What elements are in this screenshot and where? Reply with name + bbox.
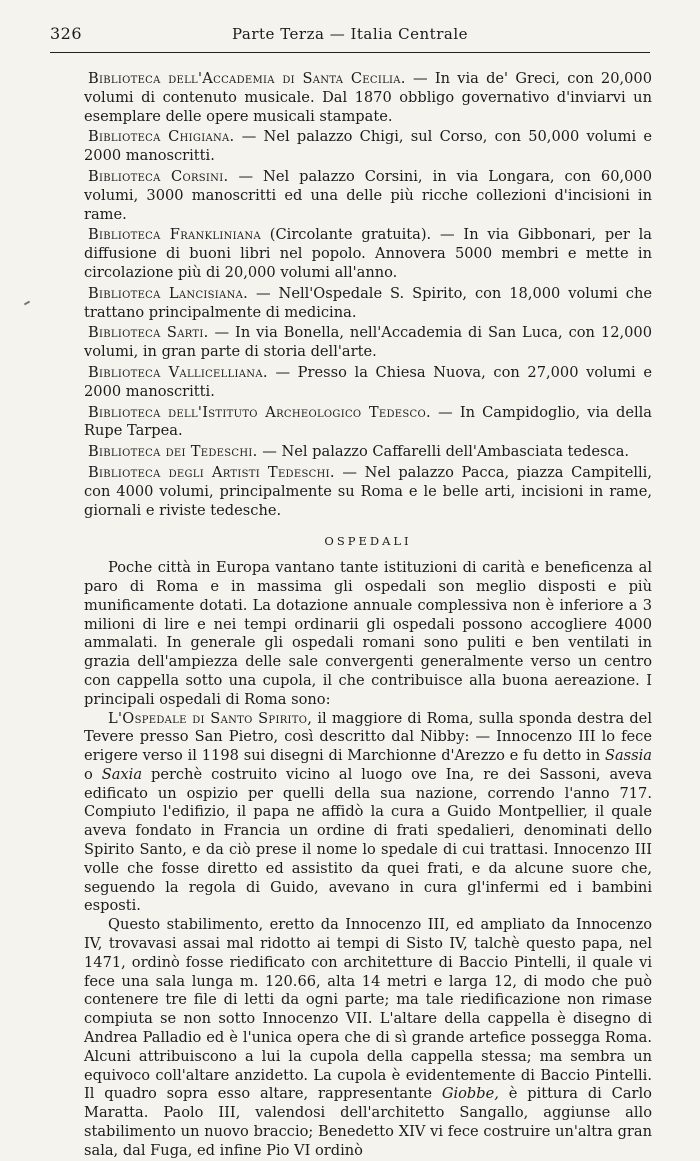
- library-entry: [84, 226, 652, 282]
- library-description: — Nel palazzo Pacca, piazza Campitelli, con 4000 volumi, principalmente su Roma e le belle arti, incisioni in rame, giornali e riviste tedesche.: [84, 463, 652, 519]
- history-paragraph: [84, 916, 652, 1160]
- library-description: — Nel palazzo Caffarelli dell'Ambasciata tedesca.: [257, 443, 630, 461]
- history-text-part: è pittura di Carlo Maratta. Paolo III, valendosi dell'architetto Sangallo, aggiunse allo stabilimento un nuovo braccio; Benedetto XIV vi fece costruire un'altra gran sala, dal Fuga, ed infine Pio VI ordinò: [84, 1085, 652, 1159]
- library-name: Biblioteca dell'Istituto Archeologico Tedesco.: [88, 403, 431, 421]
- library-entry: [84, 404, 652, 442]
- library-description: — Nel palazzo Chigi, sul Corso, con 50,000 volumi e 2000 manoscritti.: [84, 128, 652, 165]
- hospital-name: L'Ospedale di Santo Spirito,: [108, 709, 313, 727]
- library-description: — In Campidoglio, via della Rupe Tarpea.: [84, 403, 652, 440]
- hospital-text-part: o: [84, 765, 102, 783]
- library-entry: [84, 443, 652, 462]
- library-entry: [84, 364, 652, 402]
- hospital-paragraph: [84, 710, 652, 917]
- library-entry: [84, 168, 652, 224]
- library-description: — In via Bonella, nell'Accademia di San Luca, con 12,000 volumi, in gran parte di storia dell'arte.: [84, 324, 652, 361]
- intro-paragraph: Poche città in Europa vantano tante istituzioni di carità e beneficenza al paro di Roma e in massima gli ospedali son meglio disposti e più munificamente dotati. La dotazione annuale complessiva non è inferiore a 3 milioni di lire e nei tempi ordinarii gli ospedali possono accogliere 4000 ammalati. In generale gli ospedali romani sono puliti e ben ventilati in grazia dell'ampiezza delle sale convergenti generalmente verso un centro con cappella sotto una cupola, il che contribuisce alla buona aereazione. I principali ospedali di Roma sono:: [84, 559, 652, 708]
- library-description: — Nel palazzo Corsini, in via Longara, con 60,000 volumi, 3000 manoscritti ed una delle più ricche collezioni d'incisioni in rame.: [84, 167, 653, 223]
- library-name: Biblioteca Corsini.: [88, 167, 229, 185]
- library-description: — Nell'Ospedale S. Spirito, con 18,000 volumi che trattano principalmente di medicina.: [84, 284, 652, 321]
- library-entry: [84, 324, 652, 362]
- body-text: [84, 70, 652, 1161]
- section-heading-ospedali: OSPEDALI: [324, 534, 412, 549]
- italic-term: Saxia: [101, 765, 143, 783]
- library-name: Biblioteca Chigiana.: [88, 128, 235, 146]
- library-name: Biblioteca degli Artisti Tedeschi.: [88, 463, 335, 481]
- library-name: Biblioteca Vallicelliana.: [88, 363, 268, 381]
- library-list: [84, 70, 652, 520]
- hospital-text-part: perchè costruito vicino al luogo ove Ina, re dei Sassoni, aveva edificato un ospizio per quelli della sua nazione, correndo l'anno 717. Compiuto l'edifizio, il papa ne affidò la cura a Guido Montpellier, il quale aveva fondato in Francia un ordine di frati spedalieri, denominati dello Spirito Santo, e da ciò prese il nome lo spedale di cui trattasi. Innocenzo III volle che fosse diretto ed assistito da quei frati, e da alcune suore che, seguendo la regola di Guido, avevano in cura gl'infermi ed i bambini esposti.: [84, 765, 652, 915]
- page-number: 326: [50, 24, 83, 43]
- library-name: Biblioteca Lancisiana.: [88, 284, 249, 302]
- history-text-part: Questo stabilimento, eretto da Innocenzo III, ed ampliato da Innocenzo IV, trovavasi assai mal ridotto ai tempi di Sisto IV, talchè questo papa, nel 1471, ordinò fosse riedificato con architetture di Baccio Pintelli, il quale vi fece una sala lunga m. 120.66, alta 14 metri e larga 12, di modo che può contenere tre file di letti da ogni parte; ma tale riedificazione non rimase compiuta se non sotto Innocenzo VII. L'altare della cappella è disegno di Andrea Palladio ed è l'unica opera che di sì grande artefice possegga Roma. Alcuni attribuiscono a lui la cupola della cappella stessa; ma sembra un equivoco coll'altare anzidetto. La cupola è evidentemente di Baccio Pintelli. Il quadro sopra esso altare, rappresentante: [84, 916, 652, 1103]
- page-header: [50, 24, 650, 48]
- library-entry: [84, 128, 652, 166]
- italic-term: Sassia: [604, 747, 652, 765]
- library-name: Biblioteca dei Tedeschi.: [88, 443, 258, 461]
- library-name: Biblioteca dell'Accademia di Santa Cecilia.: [88, 70, 406, 87]
- margin-mark: [24, 301, 30, 306]
- library-entry: [84, 70, 652, 126]
- library-description: — Presso la Chiesa Nuova, con 27,000 volumi e 2000 manoscritti.: [84, 363, 652, 400]
- library-entry: [84, 464, 652, 520]
- italic-term: Giobbe,: [441, 1085, 499, 1103]
- running-title: Parte Terza — Italia Centrale: [231, 25, 468, 43]
- library-description: (Circolante gratuita). — In via Gibbonari, per la diffusione di buoni libri nel popolo. Annovera 5000 membri e mette in circolazione più di 20,000 volumi all'anno.: [84, 226, 653, 281]
- header-rule: [50, 52, 650, 53]
- library-name: Biblioteca Sarti.: [88, 324, 209, 342]
- library-entry: [84, 285, 652, 323]
- library-description: — In via de' Greci, con 20,000 volumi di contenuto musicale. Dal 1870 obbligo governativo d'inviarvi un esemplare delle opere musicali stampate.: [84, 70, 652, 125]
- hospital-text-part: il maggiore di Roma, sulla sponda destra del Tevere presso San Pietro, così descritto dal Nibby: — Innocenzo III lo fece erigere verso il 1198 sui disegni di Marchionne d'Arezzo e fu detto in: [84, 709, 652, 765]
- library-name: Biblioteca Frankliniana: [88, 226, 261, 244]
